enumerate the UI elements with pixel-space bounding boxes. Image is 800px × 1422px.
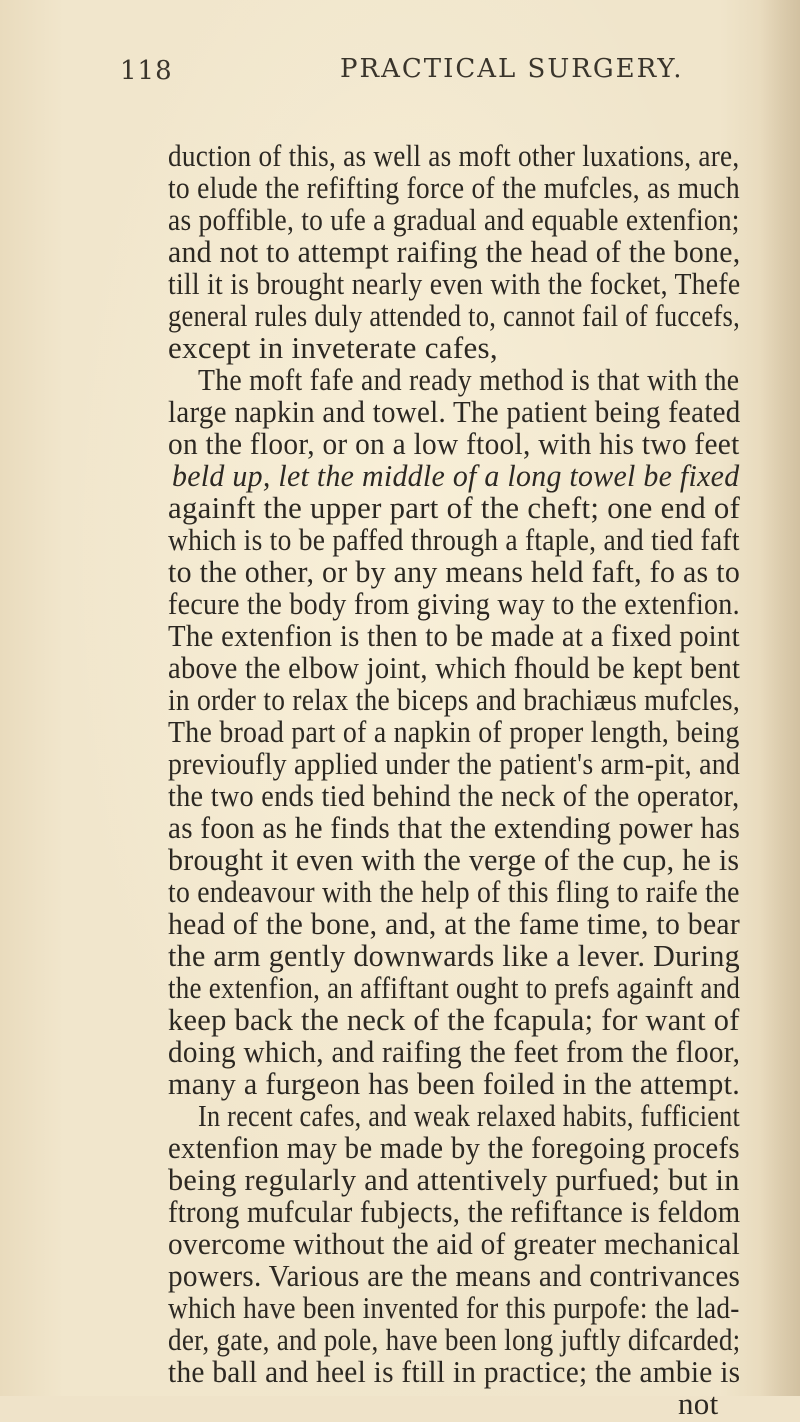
text-line: brought it even with the verge of the cup, he is xyxy=(168,842,740,877)
text-line: ftrong mufcular fubjects, the refiftance is feldom xyxy=(168,1194,741,1229)
text-line: being regularly and attentively purfued; but in xyxy=(168,1162,740,1197)
text-line: to the other, or by any means held faft, fo as to xyxy=(168,554,741,589)
text-line: above the elbow joint, which fhould be kept bent xyxy=(168,650,741,685)
text-line: and not to attempt raifing the head of the bone, xyxy=(168,234,741,269)
text-line: The moft fafe and ready method is that with the xyxy=(198,362,740,397)
text-line: keep back the neck of the fcapula; for want of xyxy=(168,1002,740,1037)
page-header xyxy=(120,50,740,90)
text-line: duction of this, as well as moft other luxations, are, xyxy=(168,138,740,173)
text-line: on the floor, or on a low ftool, with his two feet xyxy=(168,426,740,461)
text-line: except in inveterate cafes, xyxy=(168,330,498,365)
text-line: In recent cafes, and weak relaxed habits, fufficient xyxy=(198,1098,741,1133)
text-line: The broad part of a napkin of proper length, being xyxy=(168,714,740,749)
page-number: 118 xyxy=(120,56,173,86)
text-line: the arm gently downwards like a lever. During xyxy=(168,938,740,973)
text-line: till it is brought nearly even with the focket, Thefe xyxy=(168,266,741,301)
text-line: the extenfion, an affiftant ought to prefs againft and xyxy=(168,970,741,1005)
text-line: general rules duly attended to, cannot fail of fuccefs, xyxy=(168,298,740,333)
text-line: to elude the refifting force of the mufcles, as much xyxy=(168,170,740,205)
text-line: to endeavour with the help of this fling to raife the xyxy=(168,874,740,909)
text-line: as poffible, to ufe a gradual and equable extenfion; xyxy=(168,202,740,237)
text-line: head of the bone, and, at the fame time, to bear xyxy=(168,906,741,941)
text-line: the two ends tied behind the neck of the operator, xyxy=(168,778,740,813)
text-line: which is to be paffed through a ftaple, and tied faft xyxy=(168,522,740,557)
text-line: previoufly applied under the patient's arm-pit, and xyxy=(168,746,741,781)
text-line: extenfion may be made by the foregoing procefs xyxy=(168,1130,740,1165)
text-line: as foon as he finds that the extending power has xyxy=(168,810,741,845)
text-line: doing which, and raifing the feet from the floor, xyxy=(168,1034,741,1069)
text-line: which have been invented for this purpofe: the lad- xyxy=(168,1290,740,1325)
catchword: not xyxy=(678,1386,719,1421)
text-line: fecure the body from giving way to the extenfion. xyxy=(168,586,740,621)
text-line: The extenfion is then to be made at a fixed point xyxy=(168,618,740,653)
text-line: overcome without the aid of greater mechanical xyxy=(168,1226,741,1261)
text-line: againft the upper part of the cheft; one end of xyxy=(168,490,741,525)
page-edge-shadow xyxy=(760,0,800,1396)
text-line: the ball and heel is ftill in practice; the ambie is xyxy=(168,1354,741,1389)
text-line: in order to relax the biceps and brachiæus mufcles, xyxy=(168,682,740,717)
text-line: beld up, let the middle of a long towel be fixed xyxy=(172,458,740,493)
text-line: large napkin and towel. The patient being feated xyxy=(168,394,741,429)
text-line: powers. Various are the means and contrivances xyxy=(168,1258,741,1293)
running-head: PRACTICAL SURGERY. xyxy=(340,54,684,84)
text-line: many a furgeon has been foiled in the attempt. xyxy=(168,1066,741,1101)
text-line: der, gate, and pole, have been long juftly difcarded; xyxy=(168,1322,741,1357)
